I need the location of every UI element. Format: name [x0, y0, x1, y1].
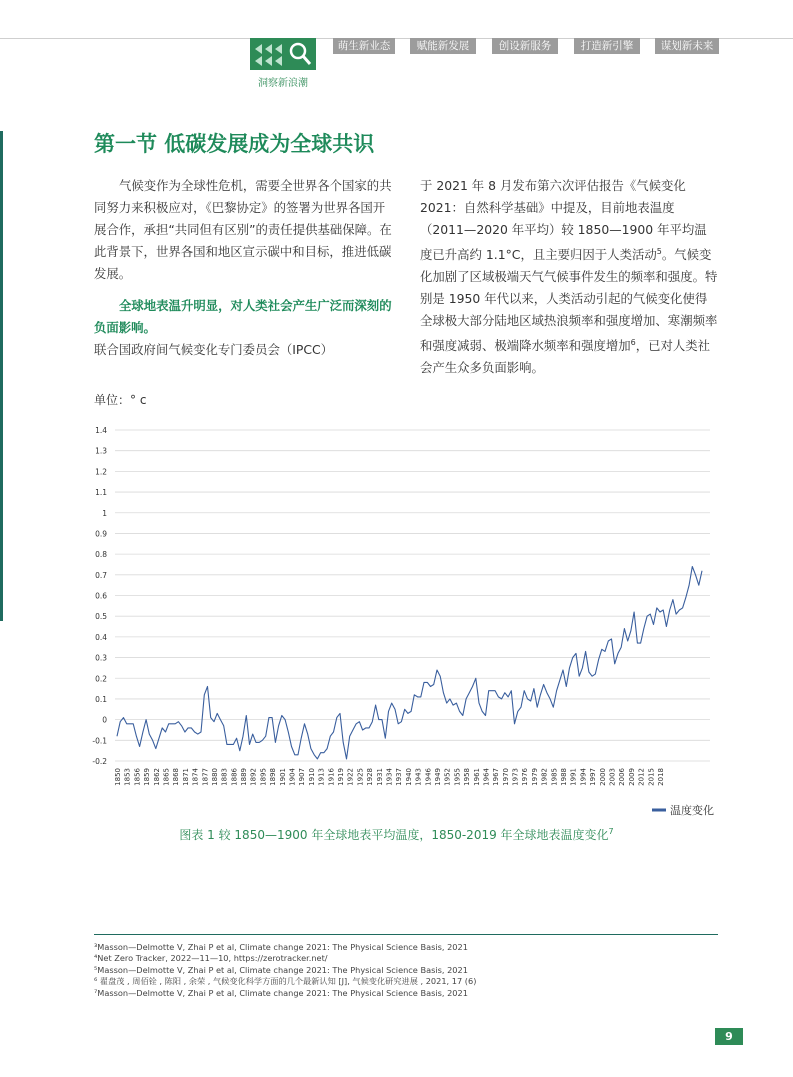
x-tick-label: 1994 — [579, 768, 588, 786]
x-tick-label: 1934 — [385, 768, 394, 786]
x-tick-label: 1919 — [337, 768, 346, 786]
footnote-ref-7[interactable]: 7 — [608, 827, 614, 836]
footnote-rule — [94, 934, 718, 935]
x-tick-label: 1874 — [191, 768, 200, 786]
y-tick-label: 0.9 — [95, 529, 107, 539]
x-tick-label: 1862 — [152, 768, 161, 786]
x-tick-label: 1943 — [414, 768, 423, 786]
x-tick-label: 2003 — [608, 768, 617, 786]
page-number: 9 — [715, 1028, 743, 1045]
x-tick-label: 1880 — [210, 768, 219, 786]
x-tick-label: 1928 — [366, 768, 375, 786]
x-tick-label: 1973 — [511, 768, 520, 786]
x-tick-label: 2006 — [618, 768, 627, 786]
footnote-ref-5[interactable]: 5 — [656, 247, 662, 256]
nav-tab-2[interactable]: 赋能新发展 — [410, 38, 476, 54]
right-column — [420, 175, 718, 379]
x-tick-label: 1997 — [589, 768, 598, 786]
left-column — [94, 175, 392, 361]
footnote-ref-6[interactable]: 6 — [630, 338, 636, 348]
y-tick-label: 0.1 — [95, 694, 107, 704]
x-tick-label: 1892 — [249, 768, 258, 786]
x-tick-label: 1922 — [346, 768, 355, 786]
x-tick-label: 1985 — [550, 768, 559, 786]
x-tick-label: 1961 — [472, 768, 481, 786]
x-tick-label: 1895 — [259, 768, 268, 786]
figure-caption — [0, 826, 793, 843]
paragraph-2-highlight: 全球地表温升明显，对人类社会产生广泛而深刻的负面影响。 — [94, 298, 392, 335]
x-tick-label: 1949 — [433, 768, 442, 786]
x-tick-label: 1865 — [162, 768, 171, 786]
x-tick-label: 1871 — [181, 768, 190, 786]
y-tick-label: 0 — [102, 715, 107, 725]
section-title: 第一节 低碳发展成为全球共识 — [94, 132, 375, 156]
x-tick-label: 2000 — [598, 768, 607, 786]
right-text-1: 于 2021 年 8 月发布第六次评估报告《气候变化 2021：自然科学基础》中提及，目前地表温度（2011—2020 年平均）较 1850—1900 年平均温度已升高约 1.1°C，且主要归因于人类活动 — [420, 178, 707, 263]
logo-arrows-search-icon — [250, 38, 316, 70]
x-tick-label: 1946 — [424, 768, 433, 786]
x-tick-label: 1955 — [453, 768, 462, 786]
x-tick-label: 1967 — [492, 768, 501, 786]
x-tick-label: 1925 — [356, 768, 365, 786]
footnote-5: ⁵Masson—Delmotte V, Zhai P et al, Climate change 2021: The Physical Science Basis, 2021 — [94, 964, 468, 975]
y-tick-label: 0.4 — [95, 632, 107, 642]
side-accent-bar — [0, 131, 3, 621]
y-tick-label: 1.4 — [95, 426, 107, 435]
x-tick-label: 1883 — [220, 768, 229, 786]
x-tick-label: 1904 — [288, 768, 297, 786]
x-tick-label: 2012 — [637, 768, 646, 786]
x-tick-label: 1970 — [501, 768, 510, 786]
paragraph-2-text: 联合国政府间气候变化专门委员会（IPCC） — [94, 342, 334, 357]
x-tick-label: 1856 — [133, 768, 142, 786]
footnote-3: ³Masson—Delmotte V, Zhai P et al, Climate change 2021: The Physical Science Basis, 2021 — [94, 942, 468, 952]
paragraph-1: 气候变作为全球性危机，需要全世界各个国家的共同努力来积极应对，《巴黎协定》的签署为世界各国开展合作，承担“共同但有区别”的责任提供基础保障。在此背景下，世界各国和地区宣示碳中和目标，推进低碳发展。 — [94, 178, 392, 281]
footnote-4[interactable]: ⁴Net Zero Tracker, 2022—11—10, https://zerotracker.net/ — [94, 953, 328, 964]
x-tick-label: 1979 — [530, 768, 539, 786]
x-tick-label: 1877 — [201, 768, 210, 786]
footnote-6: ⁶ 翟盘茂 , 周佰铨 , 陈阳 , 余荣 , 气候变化科学方面的几个最新认知 [J], 气候变化研究进展 , 2021, 17 (6) — [94, 976, 477, 987]
x-tick-label: 1964 — [482, 768, 491, 786]
x-tick-label: 1940 — [404, 768, 413, 786]
x-tick-label: 1853 — [123, 768, 132, 786]
y-tick-label: 0.2 — [95, 674, 107, 684]
footnote-7: ⁷Masson—Delmotte V, Zhai P et al, Climate change 2021: The Physical Science Basis, 2021 — [94, 987, 468, 998]
temperature-chart — [80, 390, 730, 820]
x-tick-label: 2018 — [656, 768, 665, 786]
x-tick-label: 1889 — [240, 768, 249, 786]
y-tick-label: 1.2 — [95, 467, 107, 477]
legend-label: 温度变化 — [670, 804, 714, 817]
y-tick-label: 0.5 — [95, 612, 107, 622]
y-tick-label: 1.1 — [95, 488, 107, 498]
right-text-2: 。气候变化加剧了区域极端天气气候事件发生的频率和强度。特别是 1950 年代以来，人类活动引起的气候变化使得全球极大部分陆地区域热浪频率和强度增加、寒潮频率和强度减弱、极端降水频率和强度增加 — [420, 247, 718, 354]
x-tick-label: 1958 — [463, 768, 472, 786]
logo-block — [250, 38, 316, 70]
nav-tab-1[interactable]: 萌生新业态 — [333, 38, 395, 54]
chart-unit-label: 单位：° c — [94, 393, 147, 407]
x-tick-label: 1886 — [230, 768, 239, 786]
x-tick-label: 1937 — [395, 768, 404, 786]
footnotes — [94, 942, 718, 999]
x-tick-label: 2009 — [627, 768, 636, 786]
x-tick-label: 1988 — [560, 768, 569, 786]
x-tick-label: 1991 — [569, 768, 578, 786]
x-tick-label: 1907 — [298, 768, 307, 786]
y-tick-label: 0.7 — [95, 570, 107, 580]
y-tick-label: 1 — [102, 508, 107, 518]
x-tick-label: 1913 — [317, 768, 326, 786]
x-tick-label: 1910 — [307, 768, 316, 786]
paragraph-2 — [94, 295, 392, 361]
x-tick-label: 1859 — [143, 768, 152, 786]
figure-caption-text: 图表 1 较 1850—1900 年全球地表平均温度，1850-2019 年全球地表温度变化 — [179, 828, 609, 842]
x-tick-label: 1976 — [521, 768, 530, 786]
x-tick-label: 1898 — [269, 768, 278, 786]
y-tick-label: -0.1 — [92, 736, 107, 746]
x-tick-label: 1952 — [443, 768, 452, 786]
nav-tab-3[interactable]: 创设新服务 — [492, 38, 558, 54]
x-tick-label: 1850 — [114, 768, 122, 786]
x-tick-label: 1931 — [375, 768, 384, 786]
x-tick-label: 2015 — [647, 768, 656, 786]
logo-caption: 洞察新浪潮 — [258, 78, 308, 89]
x-tick-label: 1916 — [327, 768, 336, 786]
y-tick-label: 0.3 — [95, 653, 107, 663]
y-tick-label: -0.2 — [92, 757, 107, 766]
y-tick-label: 0.8 — [95, 550, 107, 560]
nav-tab-4[interactable]: 打造新引擎 — [574, 38, 640, 54]
nav-tab-5[interactable]: 谋划新未来 — [655, 38, 719, 54]
y-tick-label: 0.6 — [95, 591, 107, 601]
x-tick-label: 1901 — [278, 768, 287, 786]
right-text-3: ，已对人类社会产生众多负面影响。 — [420, 338, 711, 376]
y-tick-label: 1.3 — [95, 446, 107, 456]
x-tick-label: 1868 — [172, 768, 181, 786]
x-tick-label: 1982 — [540, 768, 549, 786]
